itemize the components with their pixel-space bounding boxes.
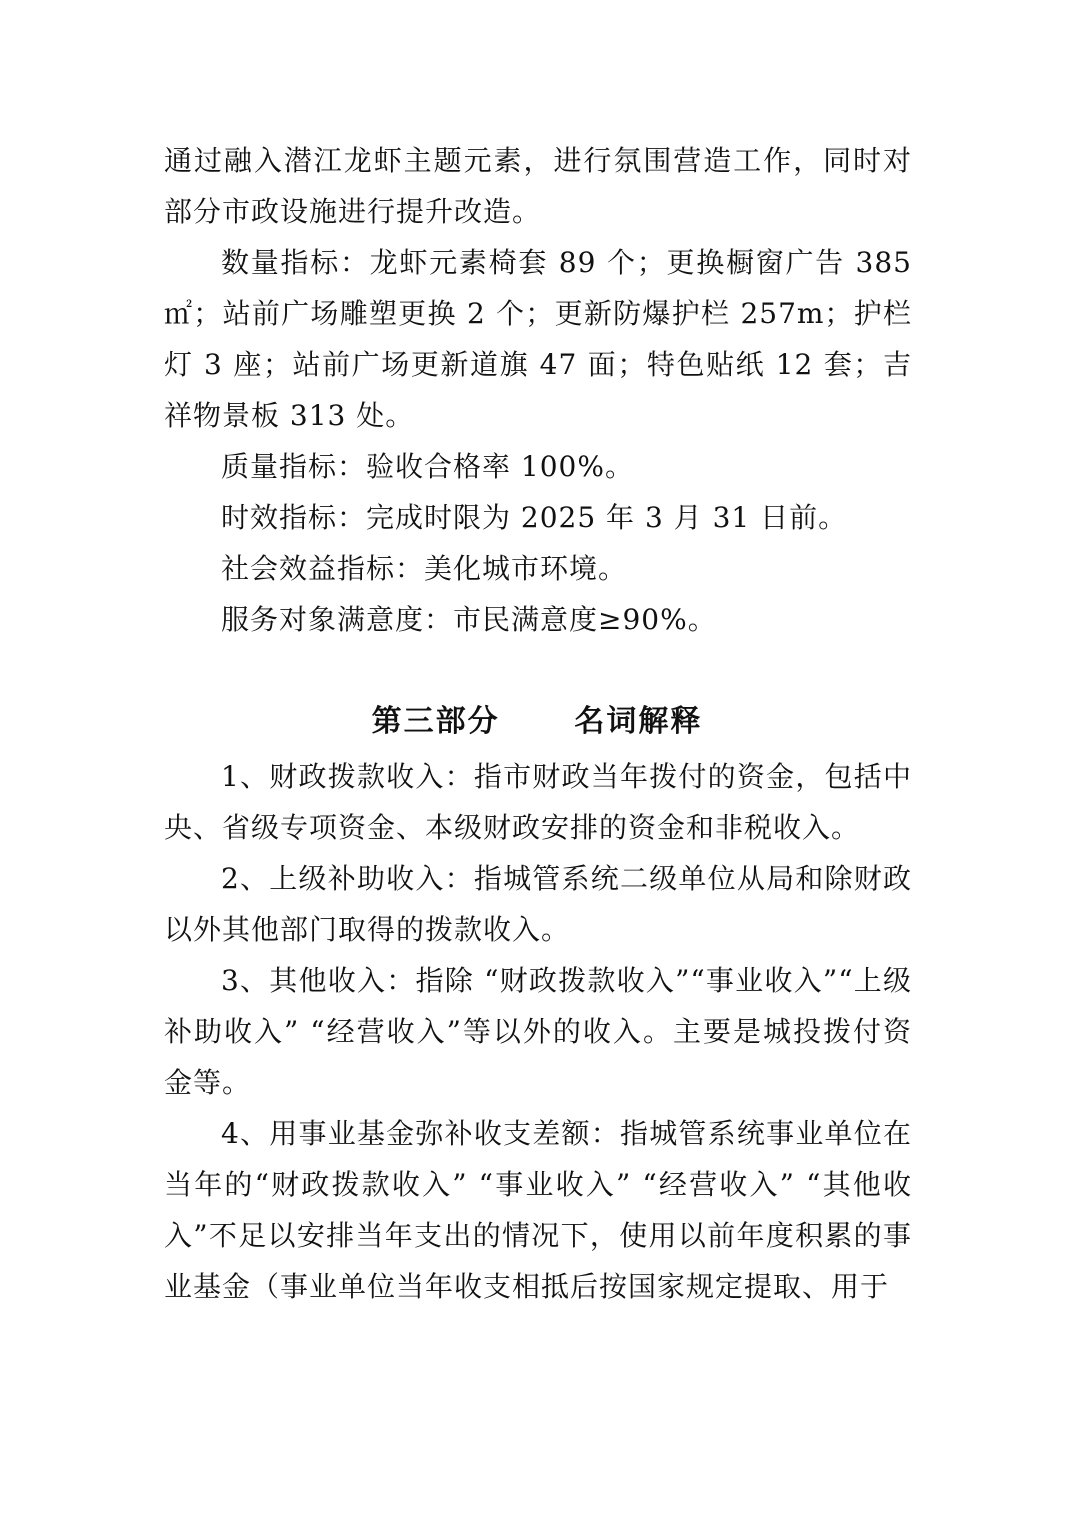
- paragraph-timeliness-indicators: 时效指标：完成时限为 2025 年 3 月 31 日前。: [221, 501, 848, 534]
- glossary-section: [164, 751, 912, 1312]
- definition-item-3: 3、其他收入：指除 “财政拨款收入”“事业收入”“上级补助收入” “经营收入”等以外的收入。主要是城投拨付资金等。: [164, 964, 912, 1099]
- paragraph-quantity-indicators: 数量指标：龙虾元素椅套 89 个；更换橱窗广告 385 ㎡；站前广场雕塑更换 2 个；更新防爆护栏 257m；护栏灯 3 座；站前广场更新道旗 47 面；特色贴纸 12 套；吉祥物景板 313 处。: [164, 246, 912, 432]
- paragraph-satisfaction-indicators: 服务对象满意度：市民满意度≥90%。: [221, 603, 717, 636]
- section-title: 第三部分 名词解释: [371, 704, 703, 739]
- definition-item-4: 4、用事业基金弥补收支差额：指城管系统事业单位在当年的“财政拨款收入” “事业收入” “经营收入” “其他收入”不足以安排当年支出的情况下，使用以前年度积累的事业基金（事业单位当年收支相抵后按国家规定提取、用于: [164, 1117, 912, 1303]
- performance-indicators-section: [164, 135, 912, 645]
- paragraph-quality-indicators: 质量指标：验收合格率 100%。: [221, 450, 634, 483]
- definition-item-1: 1、财政拨款收入：指市财政当年拨付的资金，包括中央、省级专项资金、本级财政安排的资金和非税收入。: [164, 760, 912, 844]
- paragraph-social-benefit-indicators: 社会效益指标：美化城市环境。: [221, 552, 628, 585]
- definition-item-2: 2、上级补助收入：指城管系统二级单位从局和除财政以外其他部门取得的拨款收入。: [164, 862, 912, 946]
- paragraph-continuation: 通过融入潜江龙虾主题元素，进行氛围营造工作，同时对部分市政设施进行提升改造。: [164, 144, 912, 228]
